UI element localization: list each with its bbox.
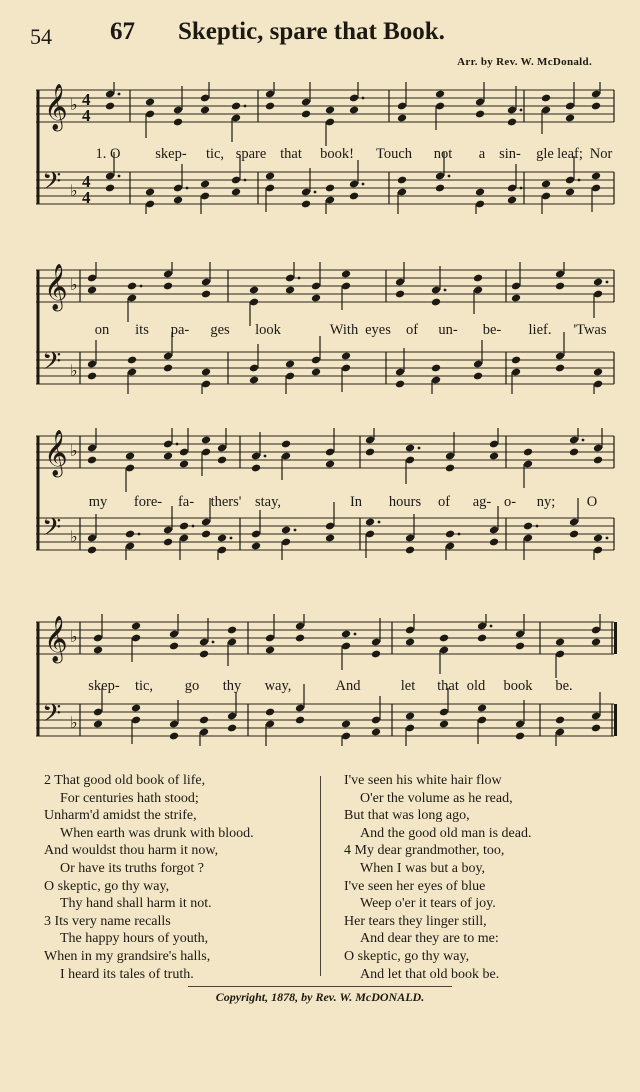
bass-staff — [36, 172, 614, 204]
note-chord — [145, 188, 155, 214]
key-signature-flat-icon: ♭ — [70, 361, 78, 380]
lyric-syllable: thy — [222, 678, 242, 694]
note-chord — [265, 708, 275, 746]
final-barline — [614, 622, 617, 654]
note-chord — [593, 278, 609, 318]
lyric-syllable: skep- — [88, 678, 120, 694]
page-number: 54 — [30, 24, 52, 49]
note-chord — [179, 428, 189, 468]
note-chord — [325, 428, 335, 468]
lyric-line-2 — [0, 322, 640, 342]
verse-line: And wouldst thou harm it now, — [44, 843, 219, 859]
verse-line: When earth was drunk with blood. — [60, 825, 254, 841]
note-chord — [87, 428, 97, 464]
lyric-syllable: ges — [210, 322, 230, 338]
note-chord — [365, 518, 381, 558]
note-chord — [301, 82, 311, 118]
note-chord — [371, 696, 381, 736]
lyric-syllable: my — [88, 494, 108, 510]
note-chord — [169, 614, 179, 650]
note-chord — [200, 82, 210, 114]
note-chord — [395, 262, 405, 298]
key-signature-flat-icon: ♭ — [70, 527, 78, 546]
note-chord — [555, 716, 565, 746]
note-chord — [397, 82, 407, 122]
lyric-syllable: fa- — [177, 494, 195, 510]
arranger-credit: Arr. by Rev. W. McDonald. — [457, 56, 592, 68]
verse-line: The happy hours of youth, — [60, 931, 209, 947]
verse-line: O skeptic, go thy way, — [44, 878, 170, 894]
lyric-syllable: a — [478, 146, 486, 162]
lyric-syllable: And — [335, 678, 361, 694]
note-chord — [163, 428, 179, 460]
note-chord — [365, 428, 375, 456]
key-signature-flat-icon: ♭ — [70, 627, 78, 646]
verse-line: O'er the volume as he read, — [360, 790, 513, 806]
verse-column-left — [44, 772, 314, 983]
note-chord — [511, 262, 521, 302]
verse-line: I heard its tales of truth. — [60, 966, 194, 982]
bass-staff — [36, 518, 614, 550]
lyric-line-1 — [0, 146, 640, 166]
svg-text:4: 4 — [82, 106, 91, 125]
key-signature-flat-icon: ♭ — [70, 441, 78, 460]
note-chord — [285, 262, 301, 294]
note-chord — [477, 704, 487, 744]
note-chord — [591, 82, 601, 110]
note-chord — [265, 614, 275, 654]
note-chord — [325, 106, 335, 146]
note-chord — [405, 614, 415, 646]
note-chord — [397, 176, 407, 214]
note-chord — [249, 344, 259, 384]
hymn-number: 67 — [110, 18, 135, 45]
lyric-syllable: ny; — [536, 494, 556, 510]
lyric-syllable: of — [437, 494, 451, 510]
note-chord — [125, 530, 141, 560]
note-chord — [475, 82, 485, 118]
note-chord — [265, 172, 275, 212]
note-chord — [217, 534, 233, 560]
lyric-line-4 — [0, 678, 640, 698]
note-chord — [199, 716, 209, 746]
note-chord — [201, 436, 211, 476]
lyric-syllable: un- — [438, 322, 458, 338]
column-divider — [320, 776, 321, 976]
note-chord — [349, 82, 365, 114]
note-chord — [515, 614, 525, 650]
note-chord — [511, 356, 521, 394]
treble-clef-icon: 𝄞 — [44, 430, 68, 476]
lyric-syllable: old — [466, 678, 486, 694]
note-chord — [179, 522, 195, 560]
note-chord — [251, 510, 261, 550]
copyright-notice: Copyright, 1878, by Rev. W. McDONALD. — [215, 990, 425, 1004]
footer-rule — [188, 986, 452, 987]
lyric-syllable: 'Twas — [573, 322, 607, 338]
note-chord — [591, 172, 601, 212]
lyric-line-3 — [0, 494, 640, 514]
note-chord — [311, 262, 321, 302]
note-chord — [281, 526, 297, 560]
lyric-syllable: o- — [503, 494, 517, 510]
bass-staff — [36, 704, 614, 736]
note-chord — [201, 368, 211, 394]
lyric-syllable: Nor — [589, 146, 613, 162]
treble-clef-icon: 𝄞 — [44, 84, 68, 130]
verse-line: O skeptic, go thy way, — [344, 948, 470, 964]
svg-text:4: 4 — [82, 188, 91, 207]
note-chord — [445, 530, 461, 560]
note-chord — [541, 180, 551, 214]
note-chord — [405, 712, 415, 746]
note-chord — [127, 356, 137, 394]
note-chord — [591, 614, 601, 646]
lyric-syllable: 1. O — [95, 146, 121, 162]
note-chord — [325, 184, 335, 214]
lyric-syllable: pa- — [170, 322, 190, 338]
note-chord — [507, 164, 523, 204]
note-chord — [131, 622, 141, 662]
lyric-syllable: Touch — [375, 146, 413, 162]
note-chord — [341, 352, 351, 392]
lyric-syllable: its — [135, 322, 149, 338]
note-chord — [593, 428, 603, 464]
lyric-syllable: that — [280, 146, 302, 162]
final-barline — [614, 704, 617, 736]
key-signature-flat-icon: ♭ — [70, 713, 78, 732]
lyric-syllable: O — [586, 494, 598, 510]
verse-line: I've seen her eyes of blue — [344, 878, 486, 894]
lyric-syllable: thers' — [210, 494, 242, 510]
note-chord — [265, 82, 275, 110]
note-chord — [131, 704, 141, 744]
note-chord — [163, 262, 173, 290]
lyric-syllable: fore- — [133, 494, 163, 510]
key-signature-flat-icon: ♭ — [70, 95, 78, 114]
note-chord — [593, 368, 603, 394]
lyric-syllable: gle — [536, 146, 554, 162]
verse-line: But that was long ago, — [344, 808, 470, 824]
note-chord — [341, 630, 357, 670]
note-chord — [475, 188, 485, 214]
note-chord — [555, 638, 565, 678]
lyric-syllable: spare — [235, 146, 267, 162]
bass-clef-icon: 𝄢 — [42, 167, 62, 202]
time-signature — [82, 90, 91, 125]
treble-clef-icon: 𝄞 — [44, 616, 68, 662]
verse-line: I've seen his white hair flow — [344, 773, 502, 788]
lyric-syllable: tic, — [134, 678, 154, 694]
note-chord — [295, 614, 305, 642]
lyric-syllable: that — [437, 678, 459, 694]
lyric-syllable: ag- — [472, 494, 492, 510]
note-chord — [435, 90, 445, 130]
verse-line: 2 That good old book of life, — [44, 773, 206, 788]
note-chord — [489, 428, 499, 460]
lyric-syllable: be. — [555, 678, 573, 694]
lyric-syllable: not — [433, 146, 453, 162]
verse-line: Thy hand shall harm it not. — [60, 896, 212, 912]
lyric-syllable: tic, — [205, 146, 225, 162]
lyric-syllable: leaf; — [557, 146, 583, 162]
verse-line: Unharm'd amidst the strife, — [44, 808, 197, 824]
bass-clef-icon: 𝄢 — [42, 699, 62, 734]
lyric-syllable: lief. — [528, 322, 552, 338]
lyric-syllable: book! — [320, 146, 354, 162]
verse-line: For centuries hath stood; — [60, 790, 199, 806]
note-chord — [341, 270, 351, 310]
note-chord — [125, 452, 135, 492]
key-signature-flat-icon: ♭ — [70, 181, 78, 200]
note-chord — [311, 336, 321, 376]
note-chord — [87, 262, 97, 294]
verse-line: 4 My dear grandmother, too, — [344, 843, 505, 859]
lyric-syllable: With — [329, 322, 359, 338]
note-chord — [431, 364, 441, 394]
svg-text:4: 4 — [82, 172, 91, 191]
note-chord — [145, 98, 155, 138]
bass-clef-icon: 𝄢 — [42, 347, 62, 382]
treble-clef-icon: 𝄞 — [44, 264, 68, 310]
key-signature-flat-icon: ♭ — [70, 275, 78, 294]
lyric-syllable: In — [349, 494, 363, 510]
verse-line: Her tears they linger still, — [344, 913, 487, 929]
time-signature — [82, 172, 91, 207]
bass-clef-icon: 𝄢 — [42, 513, 62, 548]
note-chord — [405, 444, 421, 484]
note-chord — [341, 720, 351, 746]
verse-line: Weep o'er it tears of joy. — [360, 896, 496, 912]
lyric-syllable: hours — [388, 494, 422, 510]
lyric-syllable: sin- — [499, 146, 521, 162]
treble-staff — [36, 90, 614, 122]
note-chord — [555, 262, 565, 290]
lyric-syllable: of — [405, 322, 419, 338]
verse-line: When in my grandsire's halls, — [44, 948, 211, 964]
note-chord — [217, 428, 227, 464]
lyric-syllable: be- — [482, 322, 502, 338]
verse-line: 3 Its very name recalls — [44, 913, 171, 929]
verse-line: And dear they are to me: — [360, 931, 499, 947]
lyric-syllable: on — [94, 322, 110, 338]
lyric-syllable: way, — [264, 678, 292, 694]
treble-staff — [36, 270, 614, 302]
note-chord — [565, 82, 575, 122]
note-chord — [200, 180, 210, 214]
lyric-syllable: book — [503, 678, 533, 694]
verse-line: And let that old book be. — [360, 966, 500, 982]
lyric-syllable: eyes — [365, 322, 391, 338]
verse-column-right — [344, 772, 614, 983]
svg-text:4: 4 — [82, 90, 91, 109]
treble-staff — [36, 622, 614, 654]
note-chord — [523, 522, 539, 560]
note-chord — [93, 614, 103, 654]
lyric-syllable: go — [184, 678, 200, 694]
verse-line: When I was but a boy, — [360, 860, 486, 876]
lyric-syllable: skep- — [155, 146, 187, 162]
hymn-title: Skeptic, spare that Book. — [178, 18, 445, 45]
note-chord — [593, 534, 609, 560]
lyric-syllable: look — [255, 322, 281, 338]
note-chord — [249, 286, 259, 326]
bass-staff — [36, 352, 614, 384]
verse-line: And the good old man is dead. — [360, 825, 532, 841]
verse-line: Or have its truths forgot ? — [60, 860, 204, 876]
note-chord — [285, 360, 295, 394]
note-chord — [173, 164, 189, 204]
note-chord — [201, 262, 211, 298]
lyric-syllable: stay, — [254, 494, 282, 510]
lyric-syllable: let — [400, 678, 416, 694]
